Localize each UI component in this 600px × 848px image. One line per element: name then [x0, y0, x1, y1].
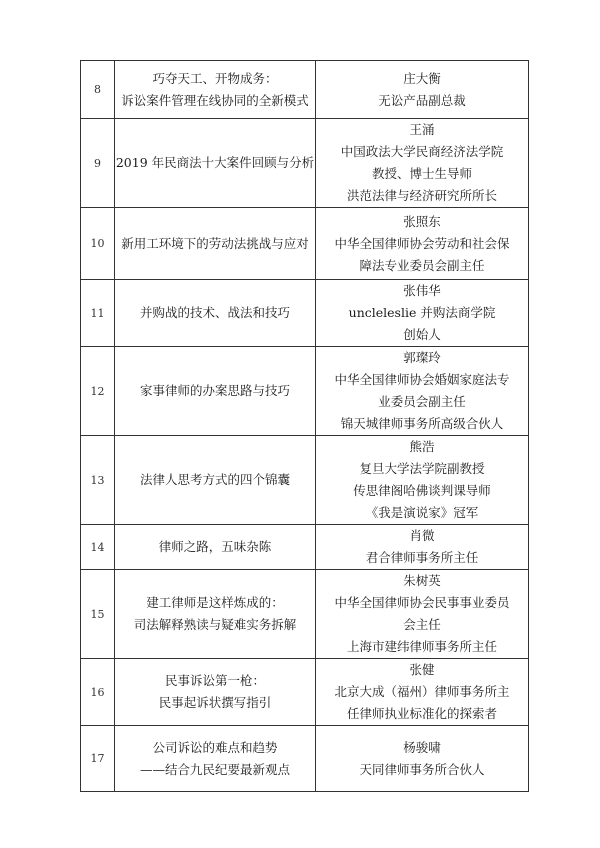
topic-line: ——结合九民纪要最新观点 — [139, 761, 290, 777]
row-number: 17 — [81, 726, 115, 792]
row-number: 14 — [81, 525, 115, 570]
topic-line: 诉讼案件管理在线协同的全新模式 — [121, 92, 309, 108]
speaker-name: 杨骏啸 — [403, 739, 441, 755]
row-number: 13 — [81, 436, 115, 525]
speaker-title-line: 任律师执业标准化的探索者 — [346, 706, 497, 721]
topic-cell — [115, 280, 316, 347]
topic-cell — [115, 61, 316, 119]
topic-cell — [115, 726, 316, 792]
speaker-cell — [316, 280, 529, 347]
topic-line: 民事诉讼第一枪： — [164, 673, 265, 688]
row-number: 8 — [81, 61, 115, 119]
topic-cell — [115, 436, 316, 525]
table-body — [81, 61, 529, 792]
topic-line: 法律人思考方式的四个锦囊 — [139, 472, 290, 487]
speaker-cell — [316, 570, 529, 659]
speaker-cell — [316, 347, 529, 436]
speaker-title-line: 锦天城律师事务所高级合伙人 — [340, 416, 504, 431]
speaker-title-line: 中国政法大学民商经济法学院 — [340, 144, 504, 159]
speaker-cell — [316, 119, 529, 208]
table-row — [81, 208, 529, 280]
topic-cell — [115, 119, 316, 208]
topic-cell — [115, 570, 316, 659]
speakers-table — [80, 60, 529, 792]
topic-line: 巧夺天工、开物成务： — [152, 70, 278, 86]
row-number: 9 — [81, 119, 115, 208]
table-row — [81, 119, 529, 208]
speaker-name: 张伟华 — [403, 283, 441, 298]
row-number: 16 — [81, 659, 115, 726]
speaker-title-line: 上海市建纬律师事务所主任 — [346, 639, 497, 654]
speaker-title-line: 会主任 — [403, 617, 441, 632]
speaker-title-line: 业委员会副主任 — [378, 394, 466, 409]
speaker-name: 王涌 — [409, 122, 435, 137]
speaker-title-line: 无讼产品副总裁 — [378, 92, 466, 108]
speaker-title-line: 洪范法律与经济研究所所长 — [346, 188, 497, 203]
table-row — [81, 659, 529, 726]
speaker-cell — [316, 726, 529, 792]
table-row — [81, 61, 529, 119]
speaker-title-line: 中华全国律师协会劳动和社会保 — [334, 235, 510, 251]
speaker-title-line: uncleleslie 并购法商学院 — [348, 305, 496, 320]
row-number: 10 — [81, 208, 115, 280]
table-row — [81, 525, 529, 570]
topic-line: 2019 年民商法十大案件回顾与分析 — [115, 155, 315, 170]
topic-line: 律师之路，五味杂陈 — [158, 539, 272, 554]
row-number: 12 — [81, 347, 115, 436]
speaker-cell — [316, 61, 529, 119]
topic-line: 司法解释熟读与疑难实务拆解 — [133, 617, 297, 632]
table-row — [81, 436, 529, 525]
topic-line: 公司诉讼的难点和趋势 — [152, 739, 278, 755]
speaker-name: 肖微 — [409, 528, 435, 543]
speaker-name: 朱树英 — [403, 573, 441, 588]
topic-line: 建工律师是这样炼成的： — [146, 595, 284, 610]
row-number: 11 — [81, 280, 115, 347]
speaker-title-line: 教授、博士生导师 — [371, 166, 472, 181]
topic-line: 民事起诉状撰写指引 — [158, 695, 272, 710]
table-row — [81, 726, 529, 792]
speaker-title-line: 君合律师事务所主任 — [365, 550, 479, 565]
speaker-title-line: 天同律师事务所合伙人 — [359, 761, 485, 777]
speaker-title-line: 传思律阁哈佛谈判课导师 — [353, 483, 491, 498]
speaker-cell — [316, 208, 529, 280]
speaker-title-line: 中华全国律师协会婚姻家庭法专 — [334, 372, 510, 387]
speaker-name: 庄大衡 — [403, 70, 441, 86]
table-row — [81, 570, 529, 659]
topic-line: 新用工环境下的劳动法挑战与应对 — [121, 235, 309, 251]
speaker-title-line: 障法专业委员会副主任 — [359, 257, 485, 273]
speaker-cell — [316, 436, 529, 525]
table-row — [81, 280, 529, 347]
topic-line: 并购战的技术、战法和技巧 — [139, 305, 290, 320]
speaker-name: 张健 — [409, 662, 435, 677]
topic-cell — [115, 525, 316, 570]
row-number: 15 — [81, 570, 115, 659]
speaker-cell — [316, 659, 529, 726]
speaker-title-line: 《我是演说家》冠军 — [365, 505, 479, 520]
topic-line: 家事律师的办案思路与技巧 — [139, 383, 290, 398]
speaker-name: 郭璨玲 — [403, 350, 441, 365]
speaker-name: 熊浩 — [409, 439, 435, 454]
speaker-title-line: 中华全国律师协会民事事业委员 — [334, 595, 510, 610]
topic-cell — [115, 208, 316, 280]
speaker-title-line: 北京大成（福州）律师事务所主 — [334, 684, 510, 699]
speaker-title-line: 创始人 — [403, 327, 441, 342]
speaker-cell — [316, 525, 529, 570]
speaker-title-line: 复旦大学法学院副教授 — [359, 461, 485, 476]
topic-cell — [115, 347, 316, 436]
table-row — [81, 347, 529, 436]
topic-cell — [115, 659, 316, 726]
speaker-name: 张照东 — [403, 213, 441, 229]
